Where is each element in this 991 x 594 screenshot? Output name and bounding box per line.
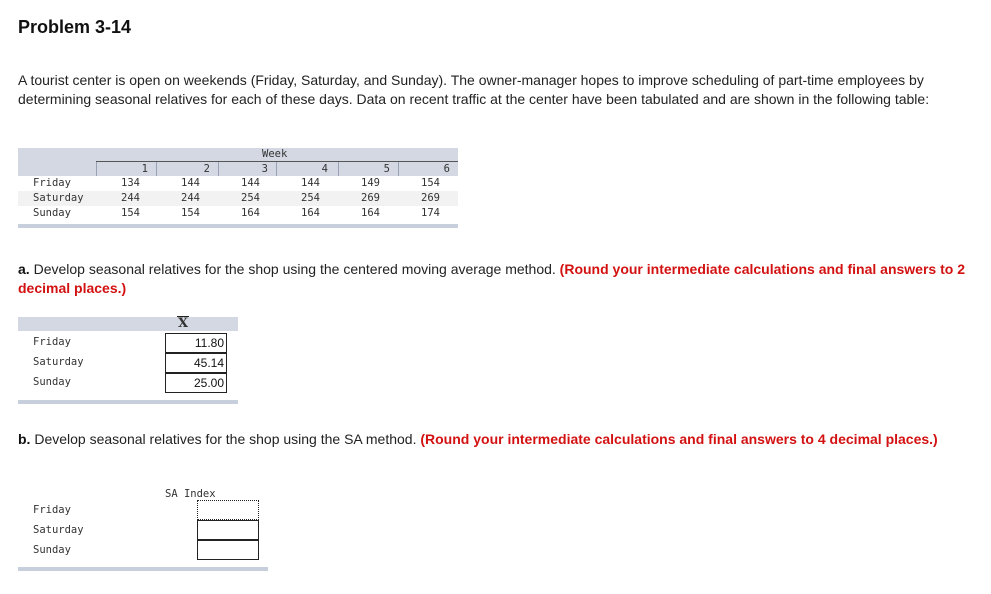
answer-field-saturday[interactable]: 45.14 xyxy=(165,353,227,373)
answer-table-b xyxy=(18,488,268,574)
x-bar-header: X xyxy=(178,316,189,331)
table-cell: 164 xyxy=(361,207,380,219)
table-cell: 254 xyxy=(241,192,260,204)
question-a-prefix: a. xyxy=(18,261,30,277)
table-cell: 244 xyxy=(181,192,200,204)
table-row xyxy=(18,176,458,191)
table-row xyxy=(18,191,458,206)
question-a-text: Develop seasonal relatives for the shop using the centered moving average method. xyxy=(29,261,560,277)
row-label: Saturday xyxy=(33,356,84,368)
table-cell: 269 xyxy=(421,192,440,204)
table-cell: 134 xyxy=(121,177,140,189)
table-cell: 149 xyxy=(361,177,380,189)
week-label: Week xyxy=(262,148,288,160)
sa-index-header: SA Index xyxy=(165,488,216,500)
row-label: Friday xyxy=(33,336,71,348)
table-cell: 254 xyxy=(301,192,320,204)
question-a xyxy=(18,260,968,298)
row-label: Friday xyxy=(33,177,71,189)
table-cell: 174 xyxy=(421,207,440,219)
problem-intro: A tourist center is open on weekends (Friday, Saturday, and Sunday). The owner-manager hopes to improve scheduling of part-time employees by determining seasonal relatives for each of these days. Data on recent traffic at the center have been tabulated and are shown in the following table: xyxy=(18,72,930,107)
row-label: Sunday xyxy=(33,376,71,388)
table-header-week xyxy=(18,148,458,162)
traffic-table xyxy=(18,148,458,228)
table-cell: 144 xyxy=(301,177,320,189)
question-b-note: (Round your intermediate calculations and final answers to 4 decimal places.) xyxy=(420,431,938,447)
row-label: Sunday xyxy=(33,207,71,219)
table-cell: 269 xyxy=(361,192,380,204)
problem-title: Problem 3-14 xyxy=(18,17,132,37)
week-number: 5 xyxy=(383,163,390,175)
question-b-prefix: b. xyxy=(18,431,31,447)
table-cell: 154 xyxy=(421,177,440,189)
table-cell: 144 xyxy=(241,177,260,189)
question-a-note: (Round your intermediate calculations and final answers to 2 decimal places.) xyxy=(18,261,965,296)
table-cell: 164 xyxy=(301,207,320,219)
week-number: 4 xyxy=(321,163,328,175)
answer-field-sunday[interactable]: 25.00 xyxy=(165,373,227,393)
row-label: Friday xyxy=(33,504,71,516)
sa-field-sunday[interactable] xyxy=(197,540,259,560)
table-cell: 154 xyxy=(121,207,140,219)
table-header-weeks xyxy=(18,162,458,176)
table-cell: 154 xyxy=(181,207,200,219)
table-cell: 144 xyxy=(181,177,200,189)
table-cell: 244 xyxy=(121,192,140,204)
week-number: 1 xyxy=(141,163,148,175)
sa-field-saturday[interactable] xyxy=(197,520,259,540)
question-b xyxy=(18,430,968,449)
row-label: Saturday xyxy=(33,192,84,204)
week-number: 3 xyxy=(261,163,268,175)
row-label: Sunday xyxy=(33,544,71,556)
row-label: Saturday xyxy=(33,524,84,536)
answer-field-friday[interactable]: 11.80 xyxy=(165,333,227,353)
answer-table-a xyxy=(18,317,238,407)
sa-field-friday[interactable] xyxy=(197,500,259,520)
week-number: 2 xyxy=(203,163,210,175)
table-cell: 164 xyxy=(241,207,260,219)
table-row xyxy=(18,206,458,221)
week-number: 6 xyxy=(443,163,450,175)
question-b-text: Develop seasonal relatives for the shop using the SA method. xyxy=(30,431,421,447)
